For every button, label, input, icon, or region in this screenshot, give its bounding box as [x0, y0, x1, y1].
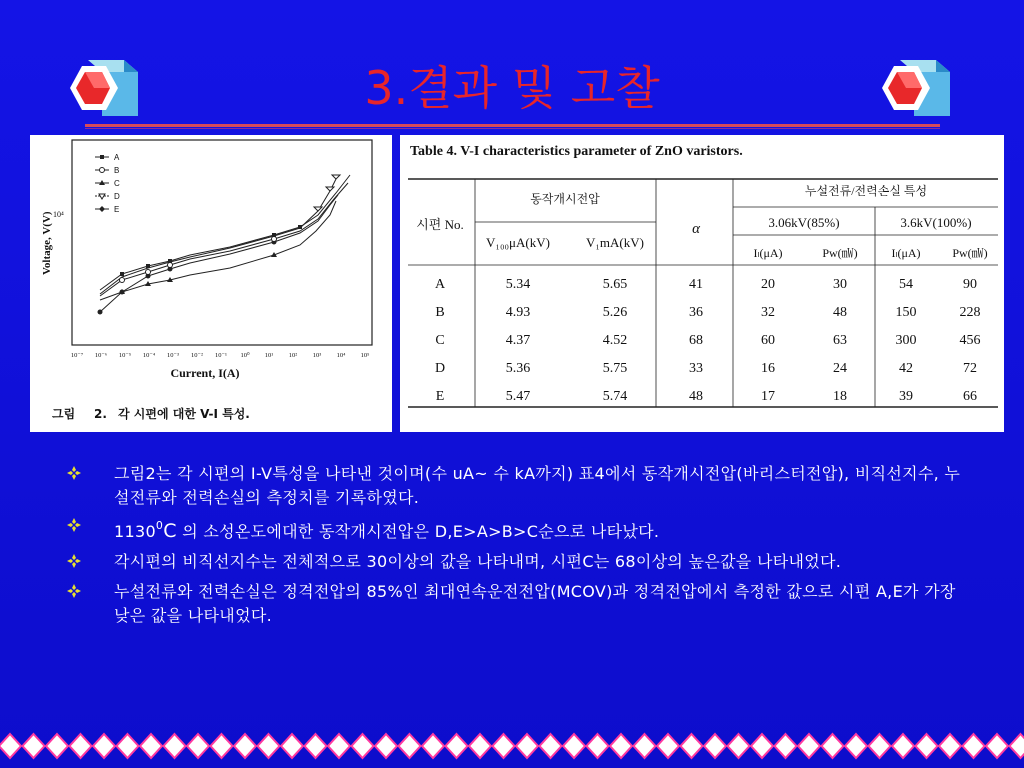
curve-b	[100, 183, 348, 296]
table-cell: 5.34	[505, 277, 531, 292]
figure-caption-label: 그림	[52, 407, 76, 421]
bullet-list	[64, 462, 964, 628]
diamond-shape	[399, 734, 421, 758]
table-cell: 150	[895, 305, 917, 320]
table-cell: 5.47	[505, 389, 531, 404]
x-tick-label: 10⁻⁶	[94, 352, 108, 359]
bullet-item	[64, 580, 964, 628]
diamond-shape	[140, 734, 162, 758]
diamond-shape	[46, 734, 68, 758]
table-cell: 4.52	[602, 333, 628, 348]
superscript-zero: 0	[155, 519, 164, 532]
table-cell: 24	[833, 361, 847, 376]
bullet-text: 의 소성온도에대한 동작개시전압은 D,E>A>B>C순으로 나타났다.	[176, 522, 660, 541]
table-cell: 68	[689, 333, 703, 348]
diamond-shape	[563, 734, 585, 758]
diamond-shape	[117, 734, 139, 758]
header-v100: V₁₀₀μA(kV)	[486, 235, 550, 250]
table-cell: 36	[689, 305, 703, 320]
table-cell: 41	[689, 277, 703, 292]
diamond-shape	[728, 734, 750, 758]
diamond-shape	[751, 734, 773, 758]
bullet-text: 각시편의 비직선지수는 전체적으로 30이상의 값을 나타내며, 시편C는 68이상의 높은값을 나타내었다.	[114, 552, 842, 571]
bullet-item	[64, 462, 964, 510]
vi-parameter-table	[400, 135, 1004, 432]
table-row-label: B	[435, 305, 445, 320]
bullet-text-prefix: 1130	[114, 522, 156, 541]
diamond-shape	[164, 734, 186, 758]
table-cell: 48	[689, 389, 703, 404]
diamond-shape	[657, 734, 679, 758]
table-cell: 5.36	[505, 361, 531, 376]
diamond-shape	[939, 734, 961, 758]
diamond-shape	[281, 734, 303, 758]
x-tick-label: 10²	[288, 352, 298, 359]
table-cell: 66	[963, 389, 977, 404]
figure-caption: 각 시편에 대한 V-I 특성.	[118, 407, 250, 421]
diamond-shape	[634, 734, 656, 758]
diamond-shape	[328, 734, 350, 758]
header-breakdown: 동작개시전압	[530, 192, 600, 206]
table-cell: 48	[833, 305, 847, 320]
diamond-shape	[963, 734, 985, 758]
table-cell: 63	[833, 333, 847, 348]
vi-graph-figure	[30, 135, 392, 432]
diamond-shape	[469, 734, 491, 758]
table-cell: 54	[899, 277, 913, 292]
diamond-shape	[845, 734, 867, 758]
table-cell: 4.37	[505, 333, 531, 348]
diamond-shape	[446, 734, 468, 758]
diamond-shape	[70, 734, 92, 758]
x-tick-label: 10⁻⁵	[118, 352, 132, 359]
diamond-shape	[305, 734, 327, 758]
diamond-shape	[1010, 734, 1024, 758]
diamond-shape	[916, 734, 938, 758]
table-cell: 72	[963, 361, 977, 376]
x-tick-label: 10⁻²	[191, 352, 203, 359]
table-cell: 5.74	[602, 389, 628, 404]
diamond-bullet-icon	[66, 553, 82, 569]
x-tick-label: 10⁵	[360, 352, 370, 359]
diamond-bullet-icon	[66, 465, 82, 481]
table-title: Table 4. V-I characteristics parameter of ZnO varistors.	[410, 144, 743, 159]
diamond-shape	[493, 734, 515, 758]
diamond-bullet-icon	[66, 583, 82, 599]
diamond-border-icon	[0, 732, 1024, 760]
legend-e: E	[114, 205, 120, 214]
table-cell: 20	[761, 277, 775, 292]
table-cell: 60	[761, 333, 775, 348]
x-tick-label: 10¹	[264, 352, 274, 359]
curve-a	[100, 175, 350, 290]
x-tick-label: 10⁻⁷	[70, 352, 84, 359]
header-v1ma: V₁mA(kV)	[586, 235, 644, 250]
diamond-shape	[540, 734, 562, 758]
table-cell: 5.75	[602, 361, 628, 376]
diamond-shape	[93, 734, 115, 758]
diamond-shape	[798, 734, 820, 758]
header-pw-100: Pw(㎽)	[952, 246, 988, 260]
table-cell: 42	[899, 361, 913, 376]
diamond-bullet-icon	[66, 517, 82, 533]
legend-d: D	[114, 192, 120, 201]
diamond-shape	[23, 734, 45, 758]
table-cell: 90	[963, 277, 977, 292]
bullet-item	[64, 550, 964, 574]
diamond-shape	[516, 734, 538, 758]
diamond-shape	[422, 734, 444, 758]
title-divider	[85, 124, 940, 127]
table-cell: 228	[959, 305, 981, 320]
x-tick-label: 10⁻⁴	[142, 352, 156, 359]
table-cell: 5.26	[602, 305, 628, 320]
bullet-text: 그림2는 각 시편의 I-V특성을 나타낸 것이며(수 uA~ 수 kA까지) 표4에서 동작개시전압(바리스터전압), 비직선지수, 누설전류와 전력손실의 측정치를 기록하였다.	[114, 464, 961, 507]
table-cell: 4.93	[505, 305, 531, 320]
legend-a: A	[114, 153, 120, 162]
table-cell: 32	[761, 305, 775, 320]
header-sample: 시편 No.	[416, 217, 464, 232]
table-row-label: C	[435, 333, 445, 348]
x-tick-label: 10⁰	[240, 352, 250, 359]
diamond-shape	[0, 734, 21, 758]
diamond-shape	[352, 734, 374, 758]
diamond-shape	[704, 734, 726, 758]
table-row-label: E	[435, 389, 445, 404]
header-pw-85: Pw(㎽)	[822, 246, 858, 260]
header-il-85: Iₗ(μA)	[753, 246, 783, 260]
y-axis-label: Voltage, V(V)	[41, 211, 53, 275]
diamond-shape	[822, 734, 844, 758]
header-alpha: α	[692, 221, 700, 237]
x-tick-label: 10⁻¹	[215, 352, 227, 359]
legend-b: B	[114, 166, 120, 175]
table-cell: 5.65	[602, 277, 628, 292]
table-cell: 30	[833, 277, 847, 292]
header-100pct: 3.6kV(100%)	[900, 215, 972, 230]
diamond-shape	[375, 734, 397, 758]
table-cell: 18	[833, 389, 847, 404]
diamond-shape	[986, 734, 1008, 758]
y-tick-label: 10⁴	[53, 210, 64, 219]
header-85pct: 3.06kV(85%)	[768, 215, 840, 230]
diamond-shape	[211, 734, 233, 758]
table-cell: 39	[899, 389, 913, 404]
figure-caption-number: 2.	[94, 407, 107, 421]
table-cell: 456	[959, 333, 981, 348]
x-tick-label: 10⁻³	[167, 352, 179, 359]
diamond-shape	[587, 734, 609, 758]
table-cell: 300	[895, 333, 917, 348]
diamond-shape	[681, 734, 703, 758]
diamond-shape	[258, 734, 280, 758]
table-cell: 17	[761, 389, 775, 404]
table-cell: 16	[761, 361, 775, 376]
bullet-text: 누설전류와 전력손실은 정격전압의 85%인 최대연속운전전압(MCOV)과 정격전압에서 측정한 값으로 시편 A,E가 가장 낮은 값을 나타내었다.	[114, 582, 956, 625]
slide-title: 3.결과 및 고찰	[364, 61, 660, 115]
table-row-label: D	[434, 361, 446, 376]
celsius-unit: C	[163, 520, 177, 542]
table-row-label: A	[434, 277, 446, 292]
header-leakage: 누설전류/전력손실 특성	[804, 184, 928, 198]
bullet-item	[64, 514, 964, 544]
diamond-shape	[234, 734, 256, 758]
diamond-shape	[187, 734, 209, 758]
title-divider-shadow	[85, 128, 940, 129]
curve-d	[100, 179, 336, 294]
table-cell: 33	[689, 361, 703, 376]
x-tick-label: 10⁴	[336, 352, 346, 359]
legend-c: C	[114, 179, 120, 188]
header-il-100: Iₗ(μA)	[891, 246, 921, 260]
diamond-shape	[892, 734, 914, 758]
diamond-shape	[775, 734, 797, 758]
x-tick-label: 10³	[312, 352, 322, 359]
x-axis-label: Current, I(A)	[170, 366, 240, 380]
diamond-shape	[610, 734, 632, 758]
diamond-shape	[869, 734, 891, 758]
